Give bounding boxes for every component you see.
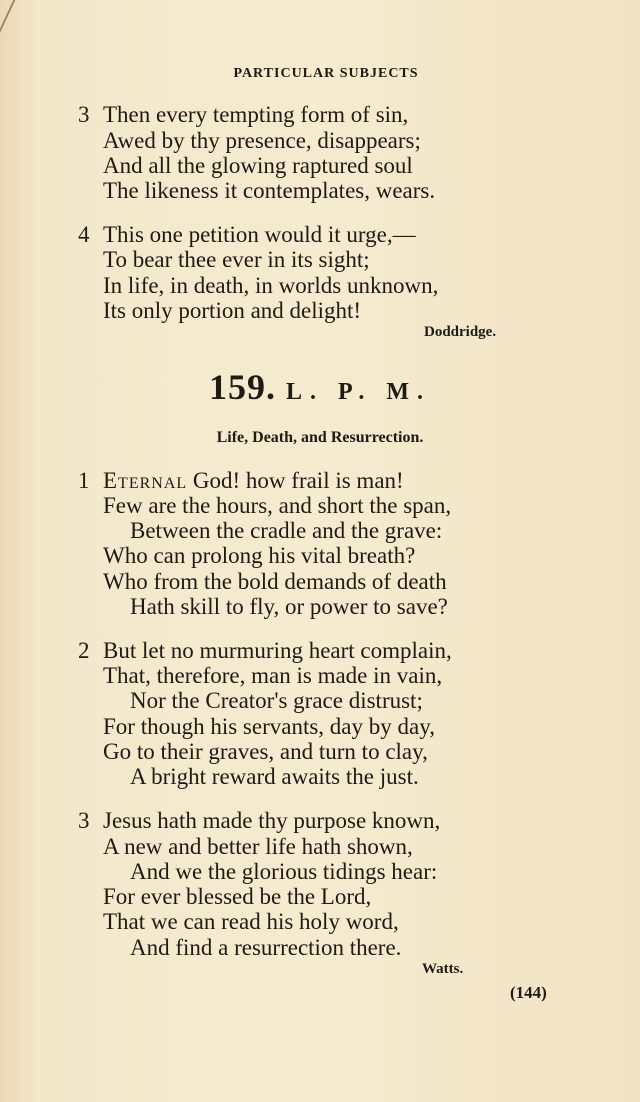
author-attribution: Doddridge. — [424, 324, 497, 340]
verse-line: Hath skill to fly, or power to save? — [130, 594, 448, 619]
stanza-number: 3 — [78, 808, 90, 833]
verse-line: A bright reward awaits the just. — [130, 764, 419, 789]
verse-line: That we can read his holy word, — [103, 909, 399, 934]
corner-mark — [0, 0, 33, 40]
verse-line: Who from the bold demands of death — [103, 569, 447, 594]
verse-line: Go to their graves, and turn to clay, — [103, 739, 428, 764]
verse-line: Between the cradle and the grave: — [130, 518, 443, 543]
stanza-number: 1 — [78, 468, 90, 493]
verse-line: Nor the Creator's grace distrust; — [130, 688, 423, 713]
verse-line: To bear thee ever in its sight; — [103, 247, 370, 272]
verse-line: And find a resurrection there. — [130, 935, 402, 960]
verse-line: Then every tempting form of sin, — [103, 102, 409, 127]
verse-line: A new and better life hath shown, — [103, 834, 413, 859]
hymn-title — [0, 366, 640, 408]
verse-line: And all the glowing raptured soul — [103, 153, 413, 178]
first-line-rest: God! how frail is man! — [187, 468, 404, 493]
verse-line-first — [103, 468, 404, 494]
running-head — [0, 66, 640, 82]
verse-line: And we the glorious tidings hear: — [130, 859, 438, 884]
verse-line: This one petition would it urge,— — [103, 222, 416, 247]
stanza-number: 4 — [78, 222, 90, 247]
hymn-number: 159. — [208, 367, 276, 407]
verse-line: Few are the hours, and short the span, — [103, 493, 452, 518]
hymn-meter: L. P. M. — [285, 379, 432, 405]
verse-line: Who can prolong his vital breath? — [103, 543, 416, 568]
hymn-subtitle: Life, Death, and Resurrection. — [216, 429, 424, 446]
stanza-number: 2 — [78, 638, 90, 663]
verse-line: Jesus hath made thy purpose known, — [103, 808, 441, 833]
verse-line: But let no murmuring heart complain, — [103, 638, 452, 663]
verse-line: Awed by thy presence, disappears; — [103, 128, 421, 153]
verse-line: For though his servants, day by day, — [103, 714, 435, 739]
page-number: (144) — [510, 983, 547, 1002]
verse-line: For ever blessed be the Lord, — [103, 884, 372, 909]
stanza-number: 3 — [78, 102, 90, 127]
first-word: Eternal — [103, 468, 188, 493]
verse-line: The likeness it contemplates, wears. — [103, 178, 436, 203]
verse-line: Its only portion and delight! — [103, 298, 362, 323]
verse-line: That, therefore, man is made in vain, — [103, 663, 443, 688]
running-head-text: PARTICULAR SUBJECTS — [233, 66, 419, 81]
author-attribution: Watts. — [422, 961, 464, 977]
verse-line: In life, in death, in worlds unknown, — [103, 273, 439, 298]
